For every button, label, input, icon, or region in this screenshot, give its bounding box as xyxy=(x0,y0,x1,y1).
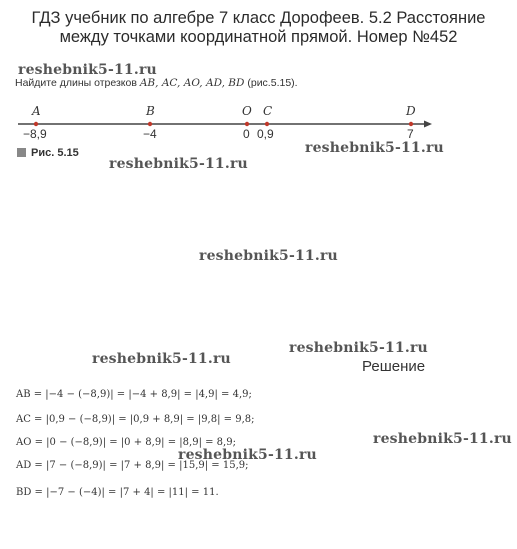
task-segments: AB, AC, AO, AD, BD xyxy=(139,77,245,89)
label-c: C xyxy=(263,104,273,118)
watermark: reshebnik5-11.ru xyxy=(178,447,317,463)
watermark: reshebnik5-11.ru xyxy=(305,140,444,156)
value-d: 7 xyxy=(407,127,414,141)
value-a: −8,9 xyxy=(23,127,47,141)
point-d xyxy=(409,122,413,126)
value-b: −4 xyxy=(143,127,157,141)
title-line-2: между точками координатной прямой. Номер №452 xyxy=(59,28,458,46)
title-line-1: ГДЗ учебник по алгебре 7 класс Дорофеев. 5.2 Расстояние xyxy=(31,9,486,27)
point-o xyxy=(245,122,249,126)
point-c xyxy=(265,122,269,126)
figure-caption xyxy=(17,147,79,159)
solution-line-ao: AO = |0 − (−8,9)| = |0 + 8,9| = |8,9| = 8,9; xyxy=(16,437,236,448)
watermark: reshebnik5-11.ru xyxy=(199,248,338,264)
label-o: O xyxy=(242,104,252,118)
value-o: 0 xyxy=(243,127,250,141)
watermark: reshebnik5-11.ru xyxy=(18,62,157,78)
watermark: reshebnik5-11.ru xyxy=(373,431,512,447)
solution-line-bd: BD = |−7 − (−4)| = |7 + 4| = |11| = 11. xyxy=(16,487,219,498)
figure-caption-text: Рис. 5.15 xyxy=(31,147,79,159)
task-suffix: (рис.5.15). xyxy=(244,77,298,89)
solution-line-ac: AC = |0,9 − (−8,9)| = |0,9 + 8,9| = |9,8| = 9,8; xyxy=(16,414,255,425)
task-prefix: Найдите длины отрезков xyxy=(15,77,140,89)
solution-line-ad: AD = |7 − (−8,9)| = |7 + 8,9| = |15,9| = 15,9; xyxy=(16,460,249,471)
point-b xyxy=(148,122,152,126)
caption-square-icon xyxy=(17,148,26,157)
value-c: 0,9 xyxy=(257,127,274,141)
label-b: B xyxy=(146,104,155,118)
page-title xyxy=(10,9,507,47)
task-text xyxy=(15,77,298,89)
watermark: reshebnik5-11.ru xyxy=(289,340,428,356)
watermark: reshebnik5-11.ru xyxy=(109,156,248,172)
number-line xyxy=(0,96,517,142)
solution-line-ab: AB = |−4 − (−8,9)| = |−4 + 8,9| = |4,9| = 4,9; xyxy=(16,389,252,400)
point-a xyxy=(34,122,38,126)
label-a: A xyxy=(32,104,41,118)
solution-heading: Решение xyxy=(362,358,426,375)
watermark: reshebnik5-11.ru xyxy=(92,351,231,367)
label-d: D xyxy=(406,104,416,118)
axis-arrow xyxy=(424,121,432,128)
